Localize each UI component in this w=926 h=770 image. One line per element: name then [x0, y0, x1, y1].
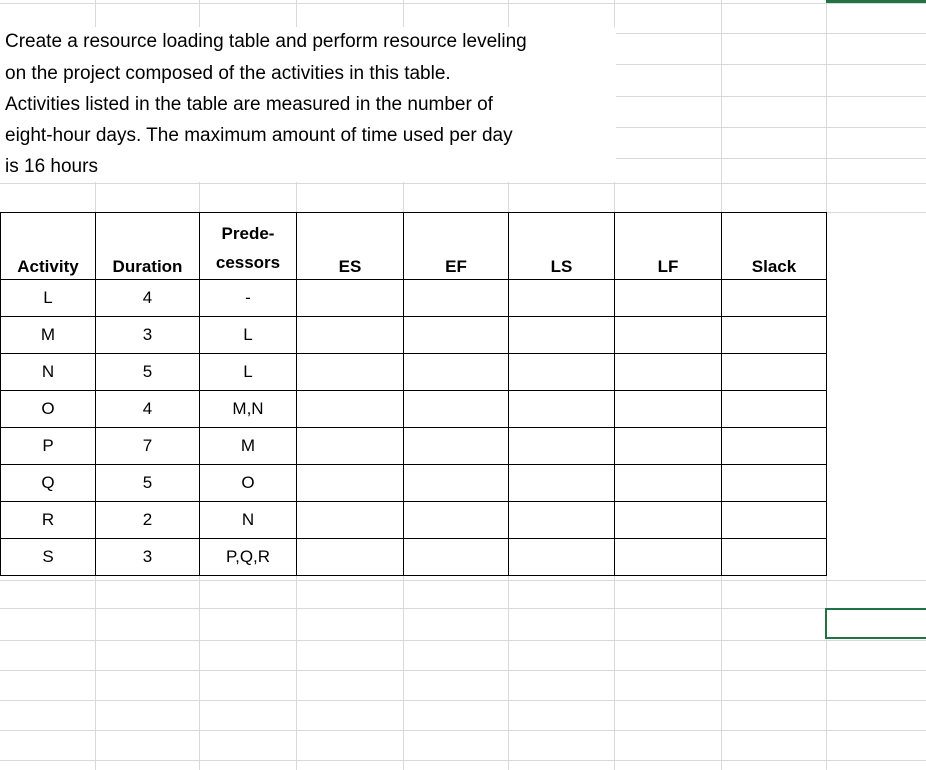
header-ef[interactable]: EF [404, 213, 509, 280]
gridline-horizontal [0, 760, 926, 761]
cell-ls[interactable] [509, 317, 615, 354]
cell-activity[interactable]: S [1, 539, 96, 576]
selected-cell[interactable] [825, 608, 926, 639]
cell-activity[interactable]: M [1, 317, 96, 354]
cell-slack[interactable] [722, 354, 827, 391]
header-slack[interactable]: Slack [722, 213, 827, 280]
instruction-line-4: eight-hour days. The maximum amount of time used per day [5, 125, 513, 146]
cell-ef[interactable] [404, 428, 509, 465]
cell-predecessors[interactable]: L [200, 354, 297, 391]
cell-duration[interactable]: 5 [96, 354, 200, 391]
cell-activity[interactable]: N [1, 354, 96, 391]
selected-cell-top-indicator [826, 0, 926, 3]
cell-slack[interactable] [722, 317, 827, 354]
instruction-line-2: on the project composed of the activities in this table. [5, 63, 451, 84]
cell-predecessors[interactable]: O [200, 465, 297, 502]
header-ls[interactable]: LS [509, 213, 615, 280]
cell-lf[interactable] [615, 465, 722, 502]
header-predecessors-top: Prede- [221, 224, 275, 243]
gridline-horizontal [0, 730, 926, 731]
cell-ls[interactable] [509, 280, 615, 317]
cell-slack[interactable] [722, 391, 827, 428]
cell-es[interactable] [297, 465, 404, 502]
cell-predecessors[interactable]: N [200, 502, 297, 539]
header-activity[interactable]: Activity [1, 213, 96, 280]
activity-table [0, 212, 827, 576]
cell-ls[interactable] [509, 465, 615, 502]
cell-lf[interactable] [615, 428, 722, 465]
gridline-horizontal [0, 580, 926, 581]
cell-duration[interactable]: 3 [96, 317, 200, 354]
cell-lf[interactable] [615, 354, 722, 391]
cell-predecessors[interactable]: M [200, 428, 297, 465]
cell-activity[interactable]: Q [1, 465, 96, 502]
header-predecessors[interactable] [200, 213, 297, 280]
activity-table-container [0, 212, 827, 576]
cell-ls[interactable] [509, 391, 615, 428]
cell-slack[interactable] [722, 465, 827, 502]
gridline-horizontal [0, 670, 926, 671]
table-row [1, 502, 827, 539]
cell-ef[interactable] [404, 539, 509, 576]
cell-activity[interactable]: L [1, 280, 96, 317]
header-es[interactable]: ES [297, 213, 404, 280]
cell-slack[interactable] [722, 539, 827, 576]
table-row [1, 354, 827, 391]
cell-predecessors[interactable]: P,Q,R [200, 539, 297, 576]
cell-es[interactable] [297, 354, 404, 391]
header-predecessors-bottom: cessors [215, 253, 281, 272]
cell-ef[interactable] [404, 354, 509, 391]
header-duration[interactable]: Duration [96, 213, 200, 280]
table-row [1, 280, 827, 317]
cell-ef[interactable] [404, 317, 509, 354]
cell-es[interactable] [297, 391, 404, 428]
table-row [1, 391, 827, 428]
table-row [1, 317, 827, 354]
cell-predecessors[interactable]: L [200, 317, 297, 354]
cell-ef[interactable] [404, 502, 509, 539]
cell-ls[interactable] [509, 502, 615, 539]
table-row [1, 539, 827, 576]
gridline-horizontal [0, 640, 926, 641]
header-lf[interactable]: LF [615, 213, 722, 280]
gridline-horizontal [0, 608, 926, 609]
cell-slack[interactable] [722, 428, 827, 465]
cell-ls[interactable] [509, 428, 615, 465]
cell-es[interactable] [297, 317, 404, 354]
cell-lf[interactable] [615, 317, 722, 354]
cell-activity[interactable]: P [1, 428, 96, 465]
cell-ef[interactable] [404, 391, 509, 428]
cell-duration[interactable]: 3 [96, 539, 200, 576]
instruction-text-box [0, 27, 616, 182]
cell-lf[interactable] [615, 539, 722, 576]
cell-ls[interactable] [509, 354, 615, 391]
cell-lf[interactable] [615, 502, 722, 539]
cell-predecessors[interactable]: M,N [200, 391, 297, 428]
gridline-horizontal [0, 700, 926, 701]
cell-slack[interactable] [722, 502, 827, 539]
table-row [1, 465, 827, 502]
cell-es[interactable] [297, 428, 404, 465]
table-header-row [1, 213, 827, 280]
cell-es[interactable] [297, 539, 404, 576]
cell-duration[interactable]: 4 [96, 280, 200, 317]
cell-duration[interactable]: 2 [96, 502, 200, 539]
cell-slack[interactable] [722, 280, 827, 317]
cell-activity[interactable]: R [1, 502, 96, 539]
instruction-line-1: Create a resource loading table and perform resource leveling [5, 31, 527, 52]
cell-ls[interactable] [509, 539, 615, 576]
cell-duration[interactable]: 7 [96, 428, 200, 465]
cell-es[interactable] [297, 280, 404, 317]
cell-predecessors[interactable]: - [200, 280, 297, 317]
gridline-horizontal [0, 3, 926, 4]
instruction-line-5: is 16 hours [5, 156, 98, 177]
cell-lf[interactable] [615, 391, 722, 428]
gridline-horizontal [0, 183, 926, 184]
instruction-line-3: Activities listed in the table are measured in the number of [5, 94, 493, 115]
cell-ef[interactable] [404, 465, 509, 502]
table-row [1, 428, 827, 465]
cell-activity[interactable]: O [1, 391, 96, 428]
cell-lf[interactable] [615, 280, 722, 317]
cell-duration[interactable]: 4 [96, 391, 200, 428]
cell-es[interactable] [297, 502, 404, 539]
cell-duration[interactable]: 5 [96, 465, 200, 502]
cell-ef[interactable] [404, 280, 509, 317]
